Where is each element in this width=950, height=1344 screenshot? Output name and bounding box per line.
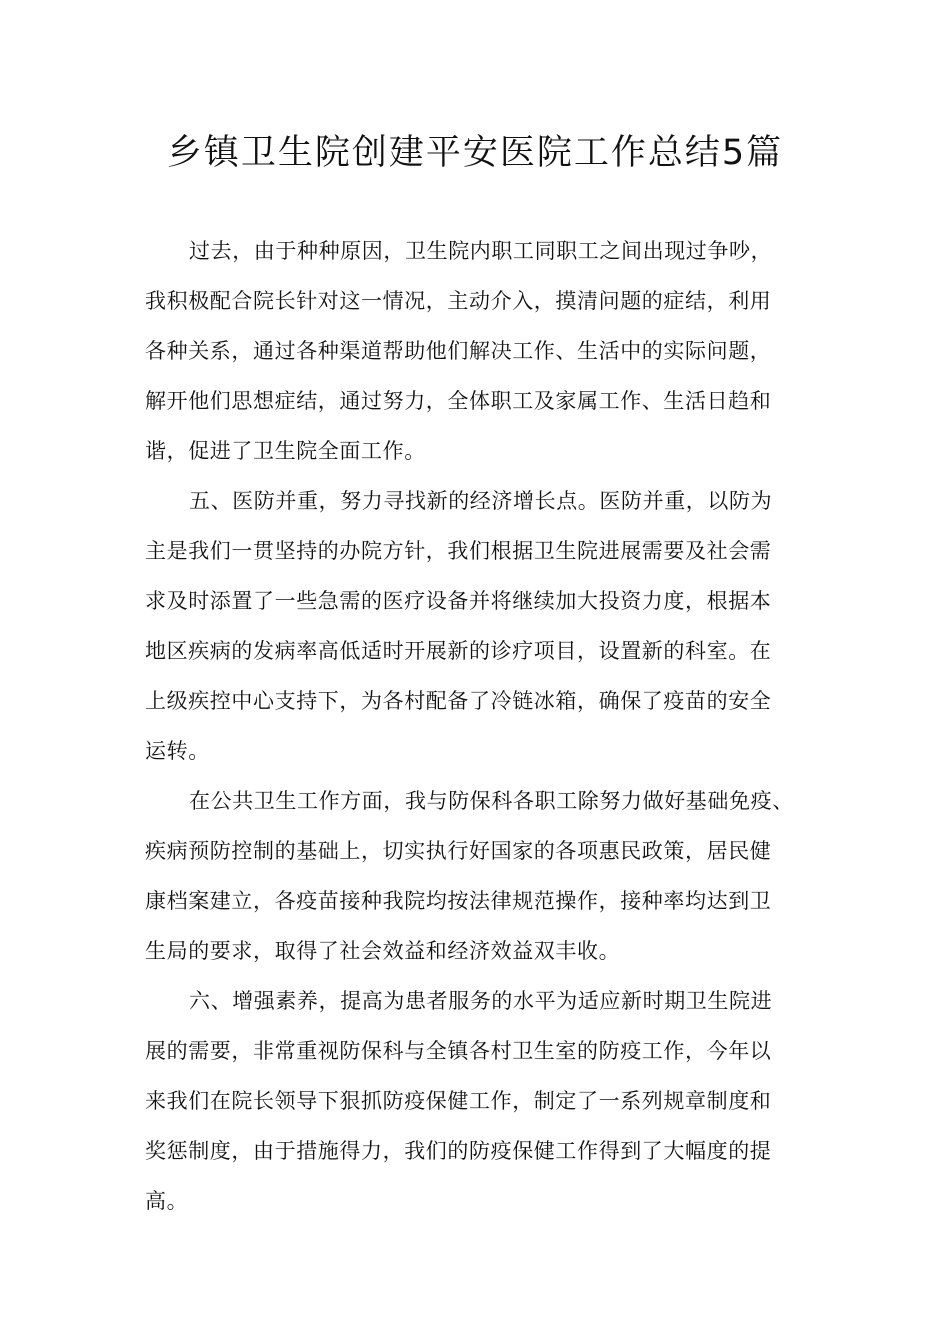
paragraph-2-line-2: 主是我们一贯坚持的办院方针，我们根据卫生院进展需要及社会需 [145,539,772,563]
paragraph-1-line-1: 过去，由于种种原因，卫生院内职工同职工之间出现过争吵， [189,239,773,263]
paragraph-2-line-4: 地区疾病的发病率高低适时开展新的诊疗项目，设置新的科室。在 [145,639,772,663]
document-title: 乡镇卫生院创建平安医院工作总结5篇 [166,133,784,173]
paragraph-4-line-2: 展的需要，非常重视防保科与全镇各村卫生室的防疫工作，今年以 [145,1039,772,1063]
paragraph-1-line-3: 各种关系，通过各种渠道帮助他们解决工作、生活中的实际问题， [145,339,772,363]
document-body [145,226,825,1226]
paragraph-1-line-2: 我积极配合院长针对这一情况，主动介入，摸清问题的症结，利用 [145,289,772,313]
paragraph-3-line-4: 生局的要求，取得了社会效益和经济效益双丰收。 [145,939,621,963]
paragraph-4-line-4: 奖惩制度，由于措施得力，我们的防疫保健工作得到了大幅度的提 [145,1139,772,1163]
paragraph-3-line-3: 康档案建立，各疫苗接种我院均按法律规范操作，接种率均达到卫 [145,889,772,913]
paragraph-2-line-6: 运转。 [145,739,210,763]
paragraph-2-line-1: 五、医防并重，努力寻找新的经济增长点。医防并重，以防为 [189,489,773,513]
paragraph-4-line-3: 来我们在院长领导下狠抓防疫保健工作，制定了一系列规章制度和 [145,1089,772,1113]
paragraph-3-line-2: 疾病预防控制的基础上，切实执行好国家的各项惠民政策，居民健 [145,839,772,863]
paragraph-4-line-5: 高。 [145,1189,189,1213]
paragraph-1-line-4: 解开他们思想症结，通过努力，全体职工及家属工作、生活日趋和 [145,389,772,413]
paragraph-2-line-5: 上级疾控中心支持下，为各村配备了冷链冰箱，确保了疫苗的安全 [145,689,772,713]
paragraph-3-line-1: 在公共卫生工作方面，我与防保科各职工除努力做好基础免疫、 [189,789,794,813]
paragraph-1-line-5: 谐，促进了卫生院全面工作。 [145,439,426,463]
paragraph-2-line-3: 求及时添置了一些急需的医疗设备并将继续加大投资力度，根据本 [145,589,772,613]
paragraph-4-line-1: 六、增强素养，提高为患者服务的水平为适应新时期卫生院进 [189,989,773,1013]
